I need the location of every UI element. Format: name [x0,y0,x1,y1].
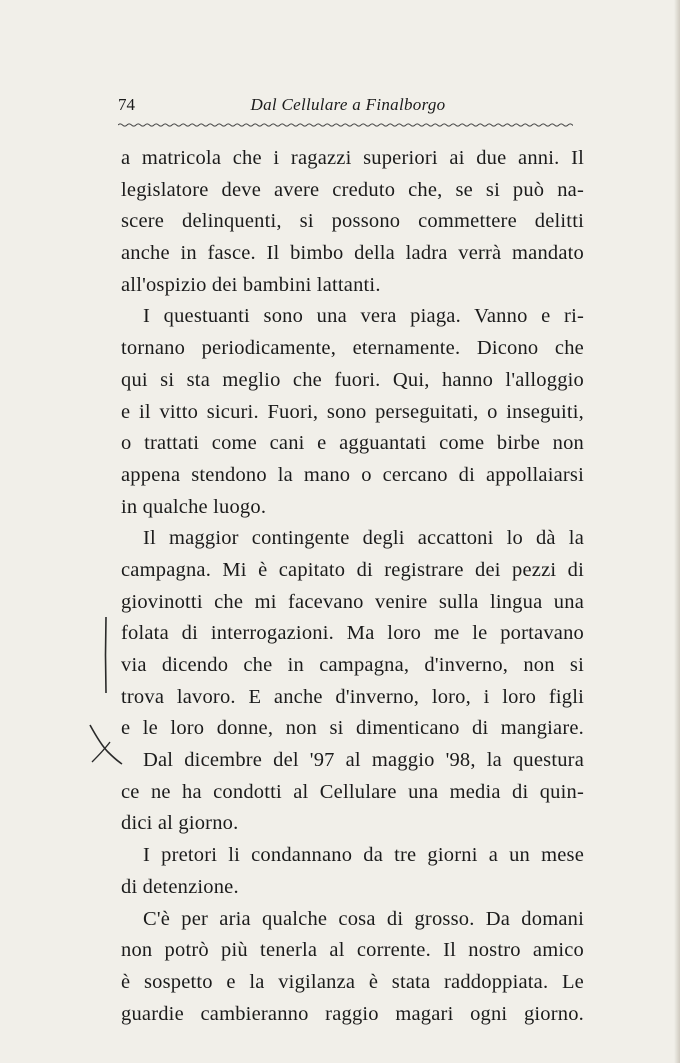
text-line: campagna. Mi è capitato di registrare dei pezzi di [121,558,584,581]
text-line: e le loro donne, non si dimenticano di mangiare. [121,717,584,740]
body-text [121,143,584,1030]
text-line: C'è per aria qualche cosa di grosso. Da domani [143,907,584,930]
text-line: anche in fasce. Il bimbo della ladra verrà mandato [121,242,584,265]
text-line: I pretori li condannano da tre giorni a un mese [143,844,584,867]
text-line: scere delinquenti, si possono commettere delitti [121,210,584,233]
text-line: in qualche luogo. [121,495,267,518]
text-line: a matricola che i ragazzi superiori ai due anni. Il [121,147,584,169]
text-line: giovinotti che mi facevano venire sulla lingua una [121,590,584,613]
text-line: di detenzione. [121,875,239,898]
running-title: Dal Cellulare a Finalborgo [250,95,446,114]
text-line: o trattati come cani e agguantati come birbe non [121,432,584,455]
text-line: ce ne ha condotti al Cellulare una media di quin- [121,780,584,803]
margin-vertical-pencil-mark [102,615,110,695]
text-line: Dal dicembre del '97 al maggio '98, la questura [143,749,584,772]
text-line: qui si sta meglio che fuori. Qui, hanno l'alloggio [121,368,584,391]
text-line: non potrò più tenerla al corrente. Il nostro amico [121,939,584,962]
text-line: trova lavoro. E anche d'inverno, loro, i loro figli [121,685,584,708]
page-right-edge [674,0,680,1063]
wavy-header-rule [118,120,573,130]
text-line: I questuanti sono una vera piaga. Vanno e ri- [143,305,584,328]
text-line: folata di interrogazioni. Ma loro me le portavano [121,622,584,645]
page-number: 74 [118,95,135,114]
page-header [118,95,578,121]
text-line: Il maggior contingente degli accattoni lo dà la [143,527,584,550]
margin-cross-pencil-mark [86,722,128,768]
text-line: all'ospizio dei bambini lattanti. [121,273,381,296]
text-line: tornano periodicamente, eternamente. Dicono che [121,337,584,360]
text-line: dici al giorno. [121,812,239,835]
text-line: appena stendono la mano o cercano di appollaiarsi [121,463,584,486]
text-line: guardie cambieranno raggio magari ogni giorno. [121,1002,584,1025]
text-line: e il vitto sicuri. Fuori, sono perseguitati, o inseguiti, [121,400,584,423]
text-line: via dicendo che in campagna, d'inverno, non si [121,654,584,676]
text-line: legislatore deve avere creduto che, se si può na- [121,178,584,201]
text-line: è sospetto e la vigilanza è stata raddoppiata. Le [121,970,584,993]
